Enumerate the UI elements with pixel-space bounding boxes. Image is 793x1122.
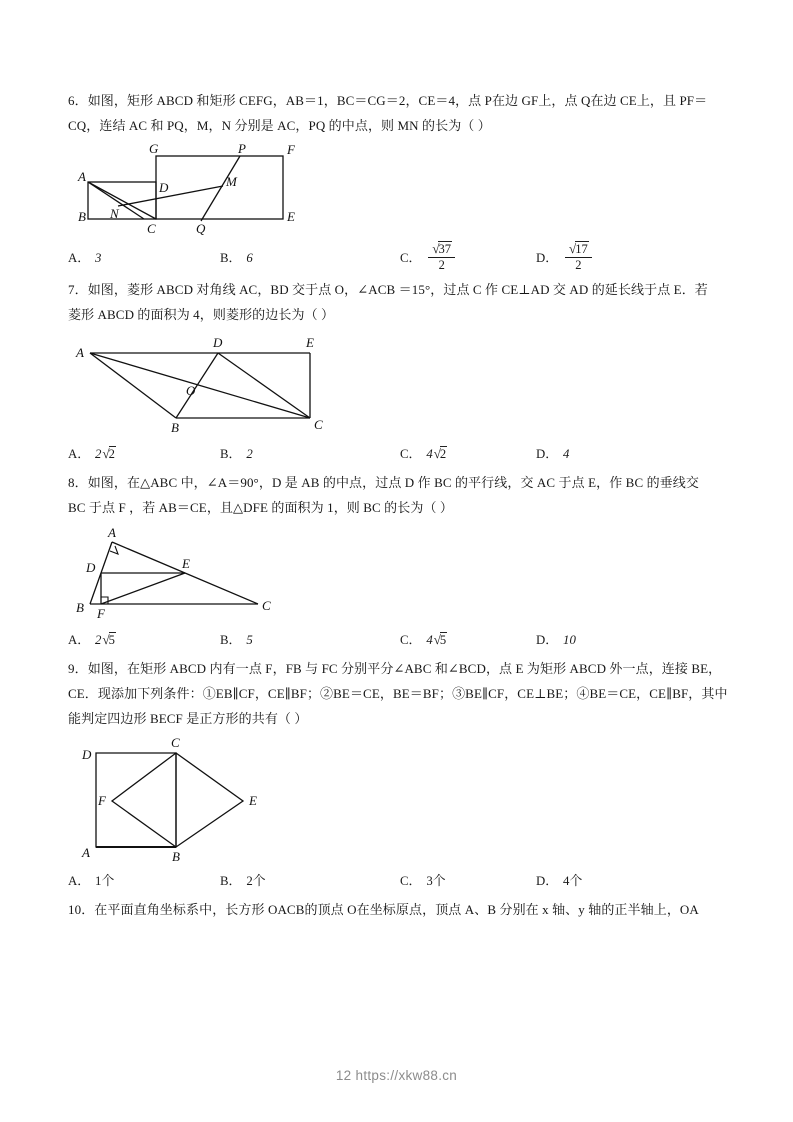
option-value: 3 [95,251,102,266]
question-7-stem-line-1: 7．如图，菱形 ABCD 对角线 AC，BD 交于点 O，∠ACB ＝15°，过点 C 作 CE⊥AD 交 AD 的延长线于点 E．若 [68,282,708,298]
question-8-figure [68,524,728,622]
option-label: A． [68,874,91,889]
question-7 [68,277,728,466]
option-label: C． [400,874,422,889]
option-label: B． [220,447,242,462]
question-8-stem-line-2: BC 于点 F ，若 AB＝CE，且△DFE 的面积为 1，则 BC 的长为（ ） [68,500,453,516]
question-7-stem-line-2: 菱形 ABCD 的面积为 4，则菱形的边长为（ ） [68,307,335,323]
question-9-stem-line-3: 能判定四边形 BECF 是正方形的共有（ ） [68,711,308,727]
figure-9-label-E: E [249,793,257,809]
option-label: B． [220,633,242,648]
figure-9-label-D: D [82,747,92,763]
question-8-option-a[interactable] [68,628,220,652]
figure-9-label-C: C [171,735,180,751]
figure-6-label-F: F [287,142,295,157]
figure-8-label-F: F [97,606,105,622]
question-8-option-b[interactable] [220,628,400,652]
fraction-denominator: 2 [575,258,582,273]
option-value: 5 [246,633,253,648]
question-8-option-d[interactable] [536,628,656,652]
question-6-option-b[interactable] [220,243,400,273]
figure-7-label-A: A [76,345,84,361]
figure-7-label-D: D [213,335,223,351]
question-8-option-c[interactable] [400,628,536,652]
option-label: B． [220,874,242,889]
question-6-option-a[interactable] [68,243,220,273]
question-9-option-a[interactable] [68,869,220,893]
option-label: D． [536,874,559,889]
option-value: 4√2 [426,446,447,462]
option-value: 2个 [246,874,266,889]
option-fraction [565,242,592,272]
figure-7-label-C: C [314,417,323,433]
question-9-option-b[interactable] [220,869,400,893]
question-7-option-d[interactable] [536,442,656,466]
figure-7-label-B: B [171,420,179,436]
question-7-options [68,442,728,466]
option-value: 3个 [426,874,446,889]
option-value: 1个 [95,874,115,889]
option-label: B． [220,251,242,266]
option-label: A． [68,633,91,648]
option-label: A． [68,251,91,266]
option-label: D． [536,447,559,462]
question-8-stem-line-1: 8．如图，在△ABC 中，∠A＝90°，D 是 AB 的中点，过点 D 作 BC 的平行线，交 AC 于点 E，作 BC 的垂线交 [68,475,699,491]
figure-9-label-A: A [82,845,90,861]
option-value: 10 [563,633,576,648]
figure-6-label-Q: Q [196,221,206,236]
option-value: 4 [563,447,570,462]
question-9-stem-line-1: 9．如图，在矩形 ABCD 内有一点 F，FB 与 FC 分别平分∠ABC 和∠BCD，点 E 为矩形 ABCD 外一点，连接 BE， [68,661,722,677]
figure-9-label-B: B [172,849,180,864]
figure-7-label-O: O [186,383,196,399]
question-6-stem-line-2: CQ，连结 AC 和 PQ，M，N 分别是 AC，PQ 的中点，则 MN 的长为（ ） [68,118,491,133]
question-9 [68,656,728,893]
question-6-option-d[interactable] [536,243,656,273]
question-8-options [68,628,728,652]
question-6-stem-line-1: 6．如图，矩形 ABCD 和矩形 CEFG，AB＝1，BC＝CG＝2，CE＝4，点 P在边 GF上，点 Q在边 CE上，且 PF＝ [68,93,708,108]
figure-8-label-B: B [76,600,84,616]
question-6-option-c[interactable] [400,243,536,273]
question-9-option-d[interactable] [536,869,656,893]
figure-6-label-E: E [287,209,295,224]
option-label: A． [68,447,91,462]
figure-6-label-D: D [159,180,169,195]
figure-6-label-A: A [78,169,86,184]
figure-8-label-D: D [86,560,96,576]
question-7-option-b[interactable] [220,442,400,466]
figure-6-label-N: N [110,206,119,221]
option-value: 2√2 [95,446,115,462]
option-value: 2√5 [95,632,115,648]
option-value: 4个 [563,874,583,889]
page-footer-watermark: 12 https://xkw88.cn [335,1068,458,1083]
question-7-figure [68,331,728,436]
question-list [68,88,728,924]
figure-8-label-A: A [108,525,116,541]
option-label: D． [536,633,559,648]
question-10-stem-line-1: 10．在平面直角坐标系中，长方形 OACB的顶点 O在坐标原点，顶点 A、B 分别在 x 轴、y 轴的正半轴上，OA [68,902,699,918]
fraction-numerator: √37 [432,241,452,256]
question-9-options [68,869,728,893]
fraction-denominator: 2 [438,258,445,273]
question-8 [68,470,728,652]
figure-6-label-P: P [238,142,246,156]
question-10 [68,897,728,922]
option-value: 4√5 [426,632,447,648]
figure-8-label-E: E [182,556,190,572]
option-label: D． [536,251,559,266]
option-label: C． [400,447,422,462]
figure-7-label-E: E [306,335,314,351]
option-label: C． [400,251,422,266]
question-9-stem-line-2: CE．现添加下列条件：①EB∥CF，CE∥BF；②BE＝CE，BE＝BF；③BE∥CF，CE⊥BE；④BE＝CE，CE∥BF，其中 [68,686,728,702]
option-label: C． [400,633,422,648]
question-7-option-c[interactable] [400,442,536,466]
question-6-figure [68,142,728,237]
figure-9-label-F: F [98,793,106,809]
figure-8-label-C: C [262,598,271,614]
figure-6-label-M: M [226,174,237,189]
question-7-option-a[interactable] [68,442,220,466]
question-6 [68,88,728,273]
question-9-option-c[interactable] [400,869,536,893]
question-9-figure [68,735,728,863]
figure-6-label-G: G [149,142,159,156]
fraction-numerator: √17 [569,241,588,256]
question-6-options [68,243,728,273]
option-fraction [428,242,455,272]
figure-6-label-B: B [78,209,86,224]
figure-6-label-C: C [147,221,156,236]
option-value: 2 [246,447,253,462]
option-value: 6 [246,251,253,266]
